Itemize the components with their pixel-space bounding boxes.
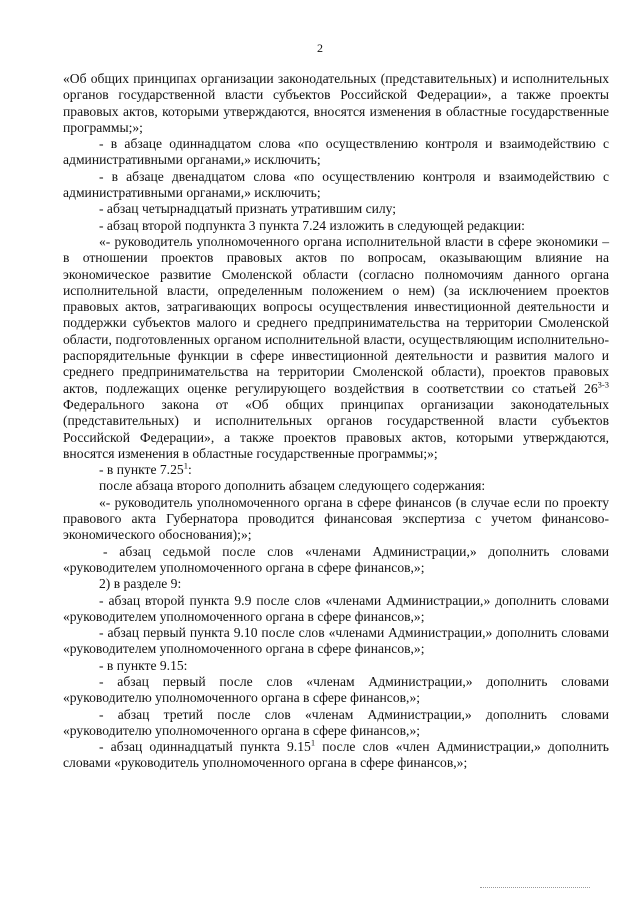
paragraph-7-superscript: 1 [183,460,188,471]
paragraph-17-text-after: после слов «член Администрации,» дополнить словами «руководитель уполномоченного органа в сфере финансов,»; [63,739,609,771]
paragraph-9: «- руководитель уполномоченного органа в сфере финансов (в случае если по проекту правового акта Губернатора проводится финансовая экспертиза с учетом финансово-экономического обоснования);»; [63,494,609,543]
paragraph-17 [63,739,609,772]
paragraph-2: - в абзаце одиннадцатом слова «по осуществлению контроля и взаимодействию с административными органами,» исключить; [63,136,609,168]
paragraph-15: - абзац первый после слов «членам Администрации,» дополнить словами «руководителю уполномоченного органа в сфере финансов,»; [63,673,609,706]
paragraph-3: - в абзаце двенадцатом слова «по осуществлению контроля и взаимодействию с административными органами,» исключить; [63,168,609,201]
paragraph-1: «Об общих принципах организации законодательных (представительных) и исполнительных органов государственной власти субъектов Российской Федерации», а также проекты правовых актов, которыми утверждаются, вносятся изменения в областные государственные программы;»; [63,71,609,135]
paragraph-6-text-before: «- руководитель уполномоченного органа исполнительной власти в сфере экономики – в отношении проектов правовых актов по вопросам, оказывающим влияние на экономическое развитие Смоленской области (согласно полномочиям данного органа исполнительной власти, определенным положением о нем) (за исключением проектов правовых актов, затрагивающих вопросы осуществления инвестиционной деятельности и поддержки субъектов малого и среднего предпринимательства на территории Смоленской области, подготовленных органом исполнительной власти, осуществляющим исполнительно-распорядительные функции в сфере инвестиционной деятельности и развития малого и среднего предпринимательства на территории Смоленской области), проектов правовых актов, подлежащих оценке регулирующего воздействия в соответствии со статьей 26 [63,233,609,396]
document-body [63,71,609,772]
paragraph-5: - абзац второй подпункта 3 пункта 7.24 изложить в следующей редакции: [99,217,525,233]
page-number: 2 [317,41,323,55]
paragraph-7-text-before: - в пункте 7.25 [99,462,184,478]
paragraph-4: - абзац четырнадцатый признать утратившим силу; [99,201,397,217]
paragraph-16: - абзац третий после слов «членам Администрации,» дополнить словами «руководителю уполномоченного органа в сфере финансов,»; [63,706,609,738]
paragraph-10: - абзац седьмой после слов «членами Администрации,» дополнить словами «руководителем уполномоченного органа в сфере финансов,»; [63,543,609,575]
paragraph-7-text-after: : [187,462,192,478]
paragraph-12: - абзац второй пункта 9.9 после слов «членами Администрации,» дополнить словами «руководителем уполномоченного органа в сфере финансов,»; [63,592,609,624]
paragraph-11: 2) в разделе 9: [99,576,182,592]
paragraph-7 [63,462,609,478]
article-superscript: 3-3 [597,379,609,390]
paragraph-6 [63,234,609,462]
paragraph-13: - абзац первый пункта 9.10 после слов «членами Администрации,» дополнить словами «руководителем уполномоченного органа в сфере финансов,»; [63,625,609,657]
paragraph-6-text-after: Федерального закона от «Об общих принципах организации законодательных (представительных) и исполнительных органов государственной власти субъектов Российской Федерации», а также проектов правовых актов, которыми утверждаются, вносятся изменения в областные государственные программы;»; [63,396,609,461]
paragraph-17-superscript: 1 [310,737,316,748]
paragraph-17-text-before: - абзац одиннадцатый пункта 9.15 [99,739,311,755]
scan-footer-mark [480,887,590,889]
paragraph-14: - в пункте 9.15: [99,657,188,673]
paragraph-8: после абзаца второго дополнить абзацем следующего содержания: [99,478,486,494]
